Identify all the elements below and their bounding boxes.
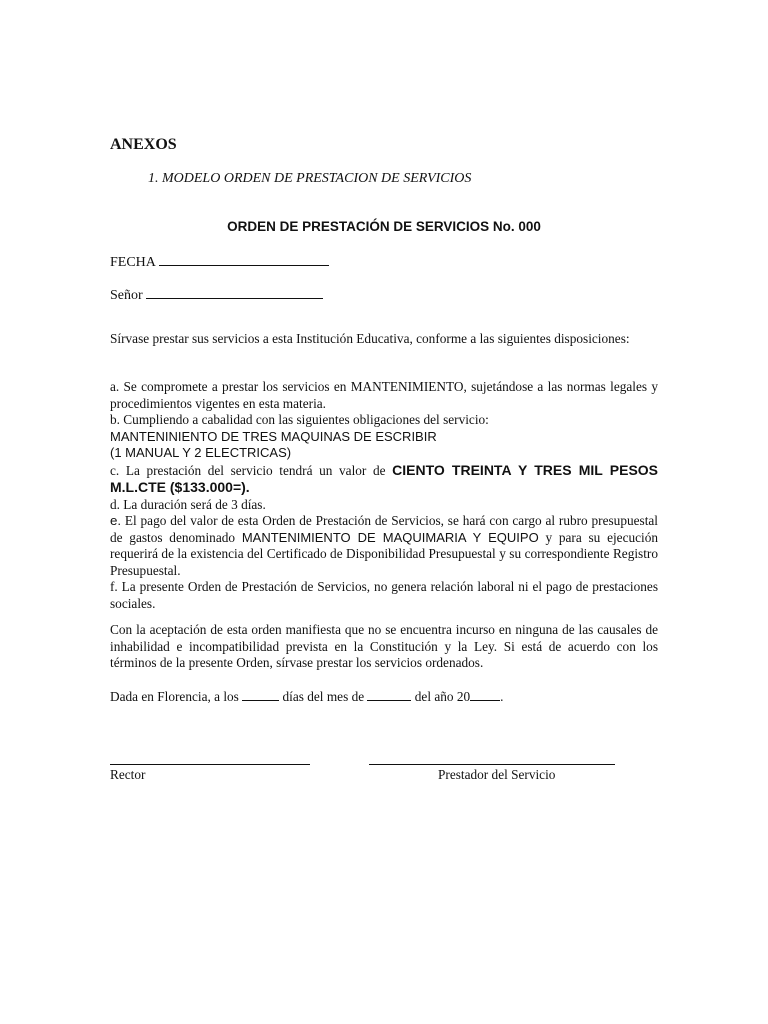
rector-label: Rector: [110, 767, 146, 782]
dada-blank-year: [470, 688, 500, 701]
item-a: a. Se compromete a prestar los servicios en MANTENIMIENTO, sujetándose a las normas legales y procedimientos vigentes en esta materia.: [110, 379, 658, 411]
prestador-signature-line: [369, 764, 615, 765]
annex-heading: ANEXOS: [110, 136, 177, 153]
fecha-label: FECHA: [110, 255, 156, 270]
senor-blank-line: [146, 284, 323, 299]
item-f: f. La presente Orden de Prestación de Servicios, no genera relación laboral ni el pago de prestaciones sociales.: [110, 579, 658, 611]
item-e-text2: y para su ejecución requerirá de la existencia del Certificado de Disponibilidad Presupuestal y su correspondiente Registro Presupuestal.: [110, 529, 659, 578]
dada-blank-day: [242, 688, 279, 701]
order-title: ORDEN DE PRESTACIÓN DE SERVICIOS No. 000: [227, 219, 541, 234]
rector-signature-line: [110, 764, 310, 765]
annex-subheading: 1. MODELO ORDEN DE PRESTACION DE SERVICIOS: [148, 171, 472, 186]
item-b-line2: (1 MANUAL Y 2 ELECTRICAS): [110, 445, 292, 460]
senor-field: [110, 284, 323, 304]
fecha-field: [110, 251, 329, 271]
item-b: b. Cumpliendo a cabalidad con las siguientes obligaciones del servicio:: [110, 412, 489, 427]
document-page: [110, 0, 658, 1024]
dada-part-1: Dada en Florencia, a los: [110, 689, 239, 704]
item-d: d. La duración será de 3 días.: [110, 496, 266, 512]
dada-part-3: del año 20: [414, 689, 471, 704]
dada-part-4: .: [500, 689, 504, 704]
dada-line: [110, 688, 658, 706]
item-b-line1: MANTENINIENTO DE TRES MAQUINAS DE ESCRIBIR: [110, 428, 437, 444]
dispositions-list: [110, 379, 658, 612]
item-c: [110, 462, 658, 497]
dada-part-2: días del mes de: [282, 689, 365, 704]
item-e-prefix: e.: [110, 513, 122, 528]
item-c-prefix: c. La prestación del servicio tendrá un valor de: [110, 462, 386, 478]
item-e-text1: El pago del valor de esta Orden de Prestación de Servicios, se hará con cargo al rubro presupuestal de gastos denominado: [110, 513, 658, 545]
prestador-label: Prestador del Servicio: [438, 767, 556, 782]
fecha-blank-line: [159, 251, 329, 266]
item-c-amount: CIENTO TREINTA Y TRES MIL PESOS M.L.CTE ($133.000=).: [110, 461, 659, 495]
item-e: [110, 513, 658, 579]
dada-blank-month: [367, 688, 411, 701]
closing-paragraph: Con la aceptación de esta orden manifiesta que no se encuentra incurso en ninguna de las causales de inhabilidad e incompatibilidad prevista en la Constitución y la Ley. Si está de acuerdo con los términos de la presente Orden, sírvase prestar los servicios ordenados.: [110, 622, 658, 670]
senor-label: Señor: [110, 288, 143, 303]
item-e-rubro: MANTENIMIENTO DE MAQUIMARIA Y EQUIPO: [241, 529, 539, 545]
intro-paragraph: Sírvase prestar sus servicios a esta Institución Educativa, conforme a las siguientes disposiciones:: [110, 331, 630, 346]
